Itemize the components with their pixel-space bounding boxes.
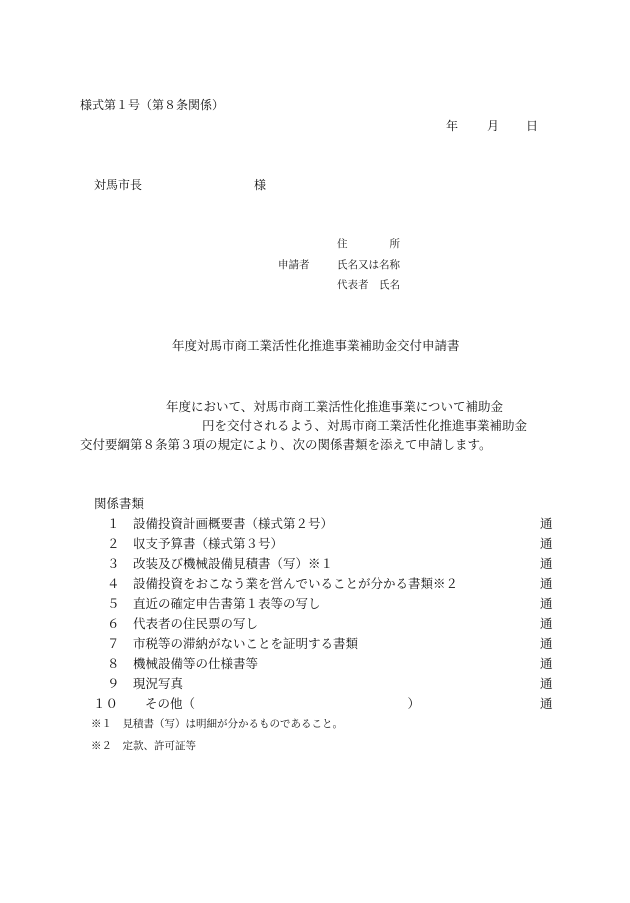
list-item	[0, 595, 630, 613]
applicant-representative-label: 代表者 氏名	[337, 279, 400, 291]
item-title: 改装及び機械設備見積書（写）※１	[133, 556, 334, 571]
item-number: ２	[107, 536, 120, 551]
item-title: 設備投資計画概要書（様式第２号）	[133, 516, 334, 531]
note-1: ※１ 見積書（写）は明細が分かるものであること。	[91, 718, 343, 730]
addressee-honorific: 様	[254, 178, 267, 192]
item-count: 通	[540, 676, 553, 691]
item-title: 市税等の滞納がないことを証明する書類	[133, 636, 359, 651]
body-line-3: 交付要綱第８条第３項の規定により、次の関係書類を添えて申請します。	[80, 437, 492, 452]
item-number: ５	[107, 596, 120, 611]
item-title: 設備投資をおこなう業を営んでいることが分かる書類※２	[133, 576, 459, 591]
list-item	[0, 675, 630, 693]
list-item	[0, 575, 630, 593]
list-item	[0, 655, 630, 673]
item-title: その他（ ）	[145, 696, 421, 711]
item-title: 機械設備等の仕様書等	[133, 656, 259, 671]
item-count: 通	[540, 576, 553, 591]
item-count: 通	[540, 696, 553, 711]
item-count: 通	[540, 596, 553, 611]
date-day: 日	[526, 119, 539, 133]
body-line-1: 年度において、対馬市商工業活性化推進事業について補助金	[166, 399, 504, 414]
item-number: ６	[107, 616, 120, 631]
item-number: １０	[93, 696, 119, 711]
list-item	[0, 535, 630, 553]
item-title: 現況写真	[133, 676, 184, 691]
list-item	[0, 555, 630, 573]
item-number: ８	[107, 656, 120, 671]
applicant-name-label: 氏名又は名称	[337, 259, 400, 271]
item-number: １	[107, 516, 120, 531]
list-item	[0, 515, 630, 533]
date-year: 年	[446, 119, 459, 133]
item-count: 通	[540, 656, 553, 671]
list-item	[0, 695, 630, 713]
addressee-name: 対馬市長	[94, 178, 143, 192]
item-count: 通	[540, 556, 553, 571]
item-count: 通	[540, 636, 553, 651]
item-number: ４	[107, 576, 120, 591]
item-title: 代表者の住民票の写し	[133, 616, 259, 631]
applicant-label: 申請者	[278, 259, 310, 271]
list-item	[0, 635, 630, 653]
item-number: ７	[107, 636, 120, 651]
item-number: ３	[107, 556, 120, 571]
date-month: 月	[487, 119, 500, 133]
item-count: 通	[540, 616, 553, 631]
documents-heading: 関係書類	[94, 496, 145, 511]
form-number: 様式第１号（第８条関係）	[80, 98, 225, 112]
document-title: 年度対馬市商工業活性化推進事業補助金交付申請書	[172, 338, 460, 353]
item-number: ９	[107, 676, 120, 691]
item-count: 通	[540, 516, 553, 531]
body-line-2: 円を交付されるよう、対馬市商工業活性化推進事業補助金	[202, 418, 528, 433]
note-2: ※２ 定款、許可証等	[91, 740, 196, 752]
item-title: 直近の確定申告書第１表等の写し	[133, 596, 321, 611]
list-item	[0, 615, 630, 633]
item-count: 通	[540, 536, 553, 551]
item-title: 収支予算書（様式第３号）	[133, 536, 284, 551]
applicant-address-label: 住 所	[337, 238, 400, 250]
